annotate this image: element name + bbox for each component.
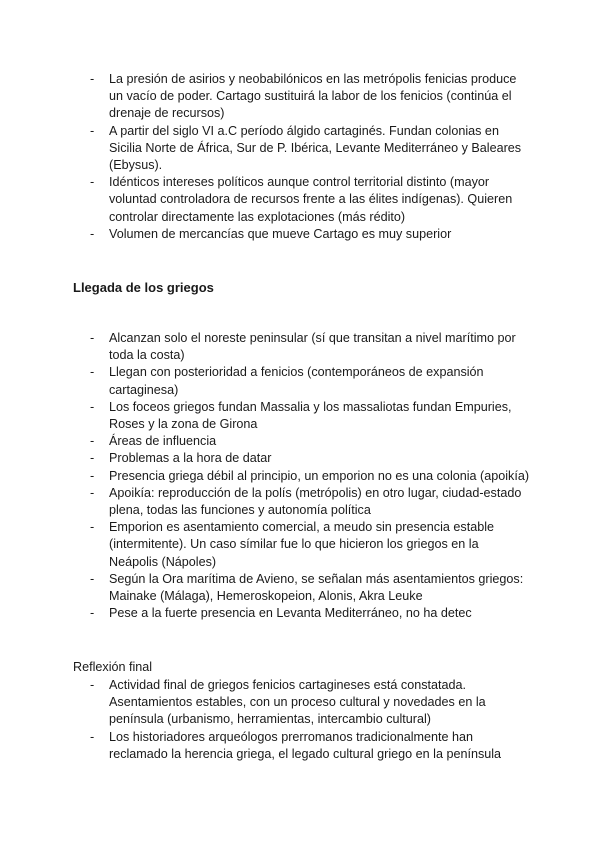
list-item: - Los foceos griegos fundan Massalia y los massaliotas fundan Empuries, Roses y la zona de Girona bbox=[0, 399, 600, 433]
section-heading-reflexion: Reflexión final bbox=[73, 660, 153, 674]
list-item: - La presión de asirios y neobabilónicos en las metrópolis fenicias produce un vacío de poder. Cartago sustituirá la labor de los fenicios (continúa el drenaje de recursos) bbox=[0, 71, 600, 123]
list-item: - Pese a la fuerte presencia en Levanta Mediterráneo, no ha detec bbox=[0, 605, 600, 622]
list-item: - A partir del siglo VI a.C período álgido cartaginés. Fundan colonias en Sicilia Norte de África, Sur de P. Ibérica, Levante Mediterráneo y Baleares (Ebysus). bbox=[0, 123, 600, 175]
list-item: - Problemas a la hora de datar bbox=[0, 450, 600, 467]
list-item: - Alcanzan solo el noreste peninsular (sí que transitan a nivel marítimo por toda la costa) bbox=[0, 330, 600, 364]
bullet-list-cartago bbox=[0, 71, 600, 243]
bullet-list-reflexion bbox=[0, 677, 600, 763]
list-item: - Presencia griega débil al principio, un emporion no es una colonia (apoikía) bbox=[0, 468, 600, 485]
list-item: - Los historiadores arqueólogos prerromanos tradicionalmente han reclamado la herencia griega, el legado cultural griego en la península bbox=[0, 729, 600, 763]
list-item: - Idénticos intereses políticos aunque control territorial distinto (mayor voluntad controladora de recursos frente a las élites indígenas). Quieren controlar directamente las explotaciones (más rédito) bbox=[0, 174, 600, 226]
list-item: - Volumen de mercancías que mueve Cartago es muy superior bbox=[0, 226, 600, 243]
list-item: - Emporion es asentamiento comercial, a meudo sin presencia estable (intermitente). Un caso símilar fue lo que hicieron los griegos en la Neápolis (Nápoles) bbox=[0, 519, 600, 571]
list-item: - Actividad final de griegos fenicios cartagineses está constatada. Asentamientos estables, con un proceso cultural y novedades en la península (urbanismo, herramientas, intercambio cultural) bbox=[0, 677, 600, 729]
bullet-list-griegos bbox=[0, 330, 600, 622]
list-item: - Áreas de influencia bbox=[0, 433, 600, 450]
list-item: - Llegan con posterioridad a fenicios (contemporáneos de expansión cartaginesa) bbox=[0, 364, 600, 398]
list-item: - Según la Ora marítima de Avieno, se señalan más asentamientos griegos: Mainake (Málaga), Hemeroskopeion, Alonis, Akra Leuke bbox=[0, 571, 600, 605]
list-item: - Apoikía: reproducción de la polís (metrópolis) en otro lugar, ciudad-estado plena, todas las funciones y autonomía política bbox=[0, 485, 600, 519]
section-heading-griegos: Llegada de los griegos bbox=[73, 280, 214, 295]
